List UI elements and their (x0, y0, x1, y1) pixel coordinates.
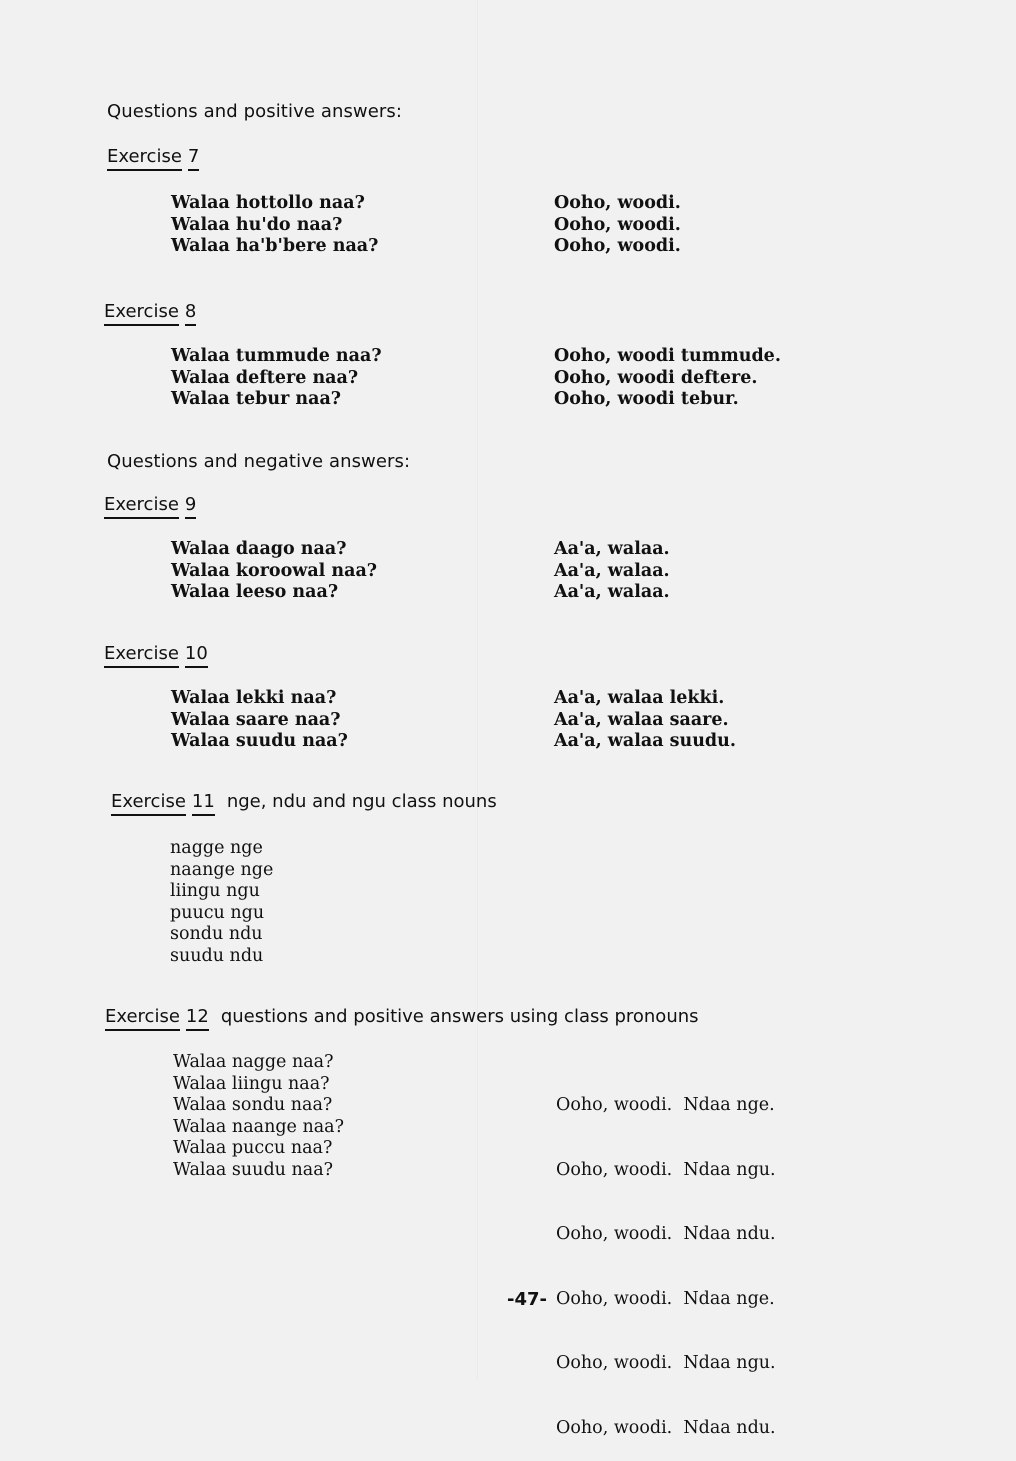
question-line: Walaa deftere naa? (171, 367, 359, 388)
question-line: Walaa hu'do naa? (171, 214, 343, 235)
exercise-12-title (105, 1006, 699, 1027)
question-line: Walaa sondu naa? (173, 1095, 333, 1115)
question-line: Walaa saare naa? (171, 709, 341, 730)
exercise-number: 11 (192, 791, 215, 816)
answer-line: Ooho, woodi. Ndaa ndu. (556, 1417, 776, 1438)
exercise-note: nge, ndu and ngu class nouns (226, 791, 497, 812)
question-line: Walaa suudu naa? (171, 731, 348, 751)
question-line: Walaa leeso naa? (171, 582, 339, 602)
exercise-number: 12 (186, 1006, 209, 1031)
exercise-9-questions (171, 539, 377, 604)
answer-line: Ooho, woodi. Ndaa nge. (556, 1288, 775, 1309)
positive-answers-heading: Questions and positive answers: (107, 101, 403, 122)
noun-item: sondu ndu (170, 924, 263, 944)
answer-line: Ooho, woodi. (554, 193, 681, 213)
answer-line: Ooho, woodi. (554, 214, 681, 235)
exercise-number: 7 (188, 146, 199, 171)
exercise-11-items (170, 838, 273, 967)
question-line: Walaa naange naa? (173, 1116, 344, 1137)
page-fold (477, 0, 479, 1380)
exercise-8-questions (171, 346, 382, 411)
answer-line: Ooho, woodi. Ndaa ngu. (556, 1159, 776, 1180)
question-line: Walaa koroowal naa? (171, 560, 378, 581)
exercise-label: Exercise (111, 791, 186, 816)
answer-line: Ooho, woodi. Ndaa ngu. (556, 1353, 776, 1373)
exercise-label: Exercise (105, 1006, 180, 1031)
answer-line: Ooho, woodi tummude. (554, 346, 781, 366)
exercise-label: Exercise (107, 146, 182, 171)
exercise-12-answers (556, 1052, 776, 1461)
exercise-10-title (104, 643, 208, 664)
exercise-10-answers (554, 688, 736, 753)
exercise-label: Exercise (104, 643, 179, 668)
exercise-number: 8 (185, 301, 196, 326)
answer-line: Aa'a, walaa. (554, 582, 670, 602)
question-line: Walaa hottollo naa? (171, 193, 365, 213)
question-line: Walaa tummude naa? (171, 346, 382, 366)
exercise-label: Exercise (104, 494, 179, 519)
exercise-number: 9 (185, 494, 196, 519)
exercise-10-questions (171, 688, 348, 753)
answer-line: Ooho, woodi. Ndaa ndu. (556, 1224, 776, 1244)
noun-item: suudu ndu (170, 945, 264, 966)
noun-item: nagge nge (170, 838, 263, 858)
question-line: Walaa liingu naa? (173, 1073, 330, 1094)
exercise-7-questions (171, 193, 378, 258)
answer-line: Ooho, woodi deftere. (554, 367, 758, 388)
exercise-note: questions and positive answers using class pronouns (220, 1006, 699, 1027)
exercise-number: 10 (185, 643, 208, 668)
answer-line: Aa'a, walaa. (554, 560, 670, 581)
answer-line: Aa'a, walaa lekki. (554, 688, 725, 708)
exercise-12-questions (173, 1052, 344, 1181)
exercise-8-title (104, 301, 196, 322)
noun-item: naange nge (170, 859, 274, 880)
noun-item: liingu ngu (170, 881, 260, 901)
question-line: Walaa daago naa? (171, 539, 347, 559)
negative-answers-heading: Questions and negative answers: (107, 451, 411, 472)
answer-line: Aa'a, walaa. (554, 539, 670, 559)
question-line: Walaa nagge naa? (173, 1052, 334, 1072)
exercise-11-title (111, 791, 497, 812)
question-line: Walaa puccu naa? (173, 1138, 333, 1158)
answer-line: Aa'a, walaa suudu. (554, 731, 736, 751)
question-line: Walaa lekki naa? (171, 688, 337, 708)
exercise-8-answers (554, 346, 781, 411)
answer-line: Ooho, woodi. Ndaa nge. (556, 1095, 775, 1115)
answer-line: Aa'a, walaa saare. (554, 709, 729, 730)
exercise-9-answers (554, 539, 670, 604)
exercise-9-title (104, 494, 196, 515)
noun-item: puucu ngu (170, 902, 265, 923)
exercise-label: Exercise (104, 301, 179, 326)
question-line: Walaa tebur naa? (171, 389, 342, 409)
answer-line: Ooho, woodi. (554, 236, 681, 256)
exercise-7-title (107, 146, 199, 167)
question-line: Walaa suudu naa? (173, 1159, 334, 1180)
answer-line: Ooho, woodi tebur. (554, 389, 739, 409)
exercise-7-answers (554, 193, 681, 258)
page-number: -47- (507, 1289, 547, 1310)
question-line: Walaa ha'b'bere naa? (171, 236, 379, 256)
